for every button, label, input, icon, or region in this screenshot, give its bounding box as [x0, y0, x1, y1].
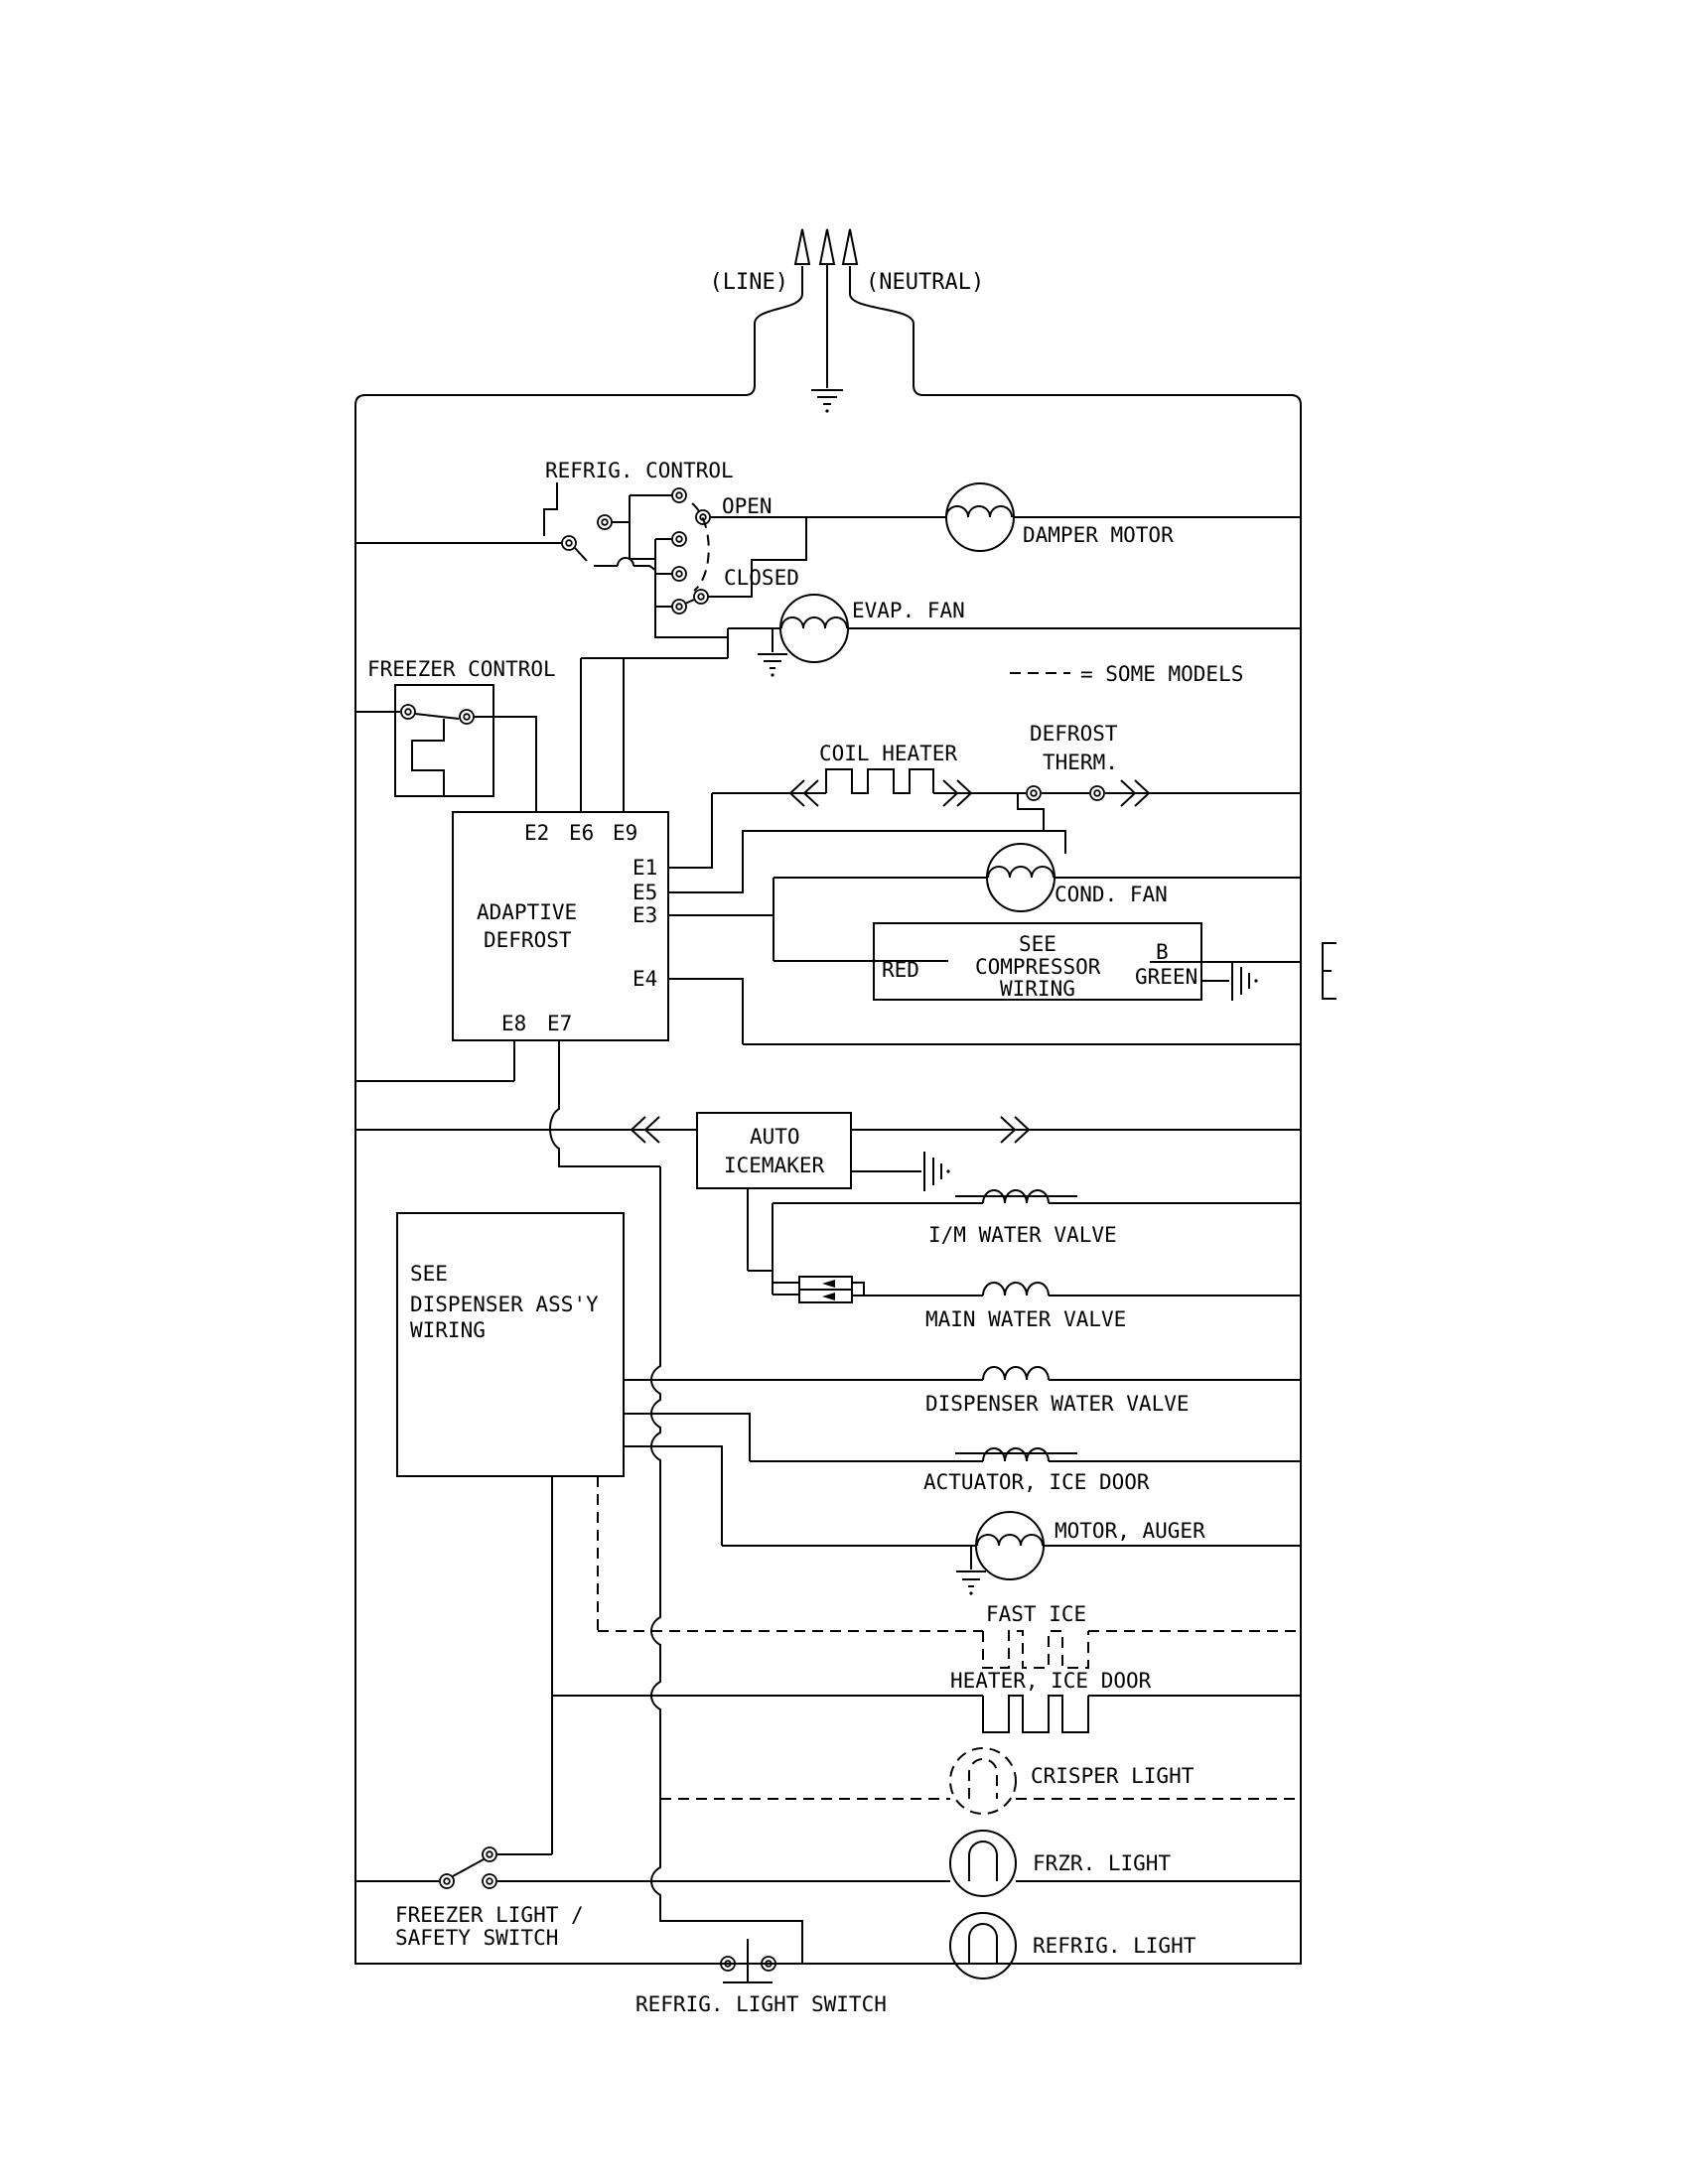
motor-icon — [987, 844, 1055, 911]
crisper-light-label: CRISPER LIGHT — [1031, 1764, 1195, 1788]
outer-border-and-power-cord — [355, 229, 1301, 1964]
terminal-icon — [1027, 786, 1041, 800]
main-water-valve — [799, 1277, 1301, 1331]
damper-motor-label: DAMPER MOTOR — [1023, 523, 1174, 547]
frzr-light — [497, 1831, 1301, 1896]
terminal-icon — [672, 600, 686, 614]
freezer-safety-switch — [355, 1847, 584, 1950]
coil-heater-label: COIL HEATER — [819, 742, 958, 765]
compressor-see-label: SEE — [1019, 932, 1056, 956]
dispenser-see-label: SEE — [410, 1262, 448, 1286]
plunger-icon — [723, 1939, 773, 1982]
earth-ground-icon — [811, 390, 843, 413]
terminal-icon — [483, 1847, 496, 1861]
pin-e5: E5 — [633, 881, 658, 904]
plug-prong-ground-icon — [820, 229, 834, 264]
actuator-ice-door-label: ACTUATOR, ICE DOOR — [923, 1470, 1150, 1494]
terminal-icon — [672, 567, 686, 581]
solenoid-coil-icon — [983, 1448, 1049, 1461]
refrig-light-label: REFRIG. LIGHT — [1033, 1934, 1196, 1958]
refrig-light-switch — [635, 1939, 887, 2016]
terminal-icon — [672, 532, 686, 546]
lamp-icon — [950, 1913, 1016, 1979]
some-models-label: = SOME MODELS — [1080, 662, 1244, 686]
damper-motor — [710, 483, 1301, 551]
neutral-label: (NEUTRAL) — [866, 270, 985, 295]
defrost-therm-label1: DEFROST — [1030, 722, 1118, 746]
adaptive-defrost-board — [355, 658, 1301, 1166]
icemaker-label2: ICEMAKER — [724, 1154, 825, 1177]
heater-ice-door-label: HEATER, ICE DOOR — [950, 1669, 1152, 1693]
cond-fan-label: COND. FAN — [1055, 883, 1168, 906]
pin-e2: E2 — [524, 821, 550, 845]
dispenser-assy-box — [397, 1213, 624, 1854]
heater-element-icon — [826, 769, 933, 793]
freezer-safety-label2: SAFETY SWITCH — [395, 1926, 559, 1950]
plug-prong-neutral-icon — [843, 229, 857, 264]
red-wire-label: RED — [882, 958, 919, 982]
refrig-light — [950, 1913, 1196, 1979]
motor-icon — [946, 483, 1014, 551]
adaptive-label: ADAPTIVE — [477, 900, 578, 924]
switch-blade-icon — [453, 1859, 484, 1876]
dispenser-water-valve — [624, 1367, 1301, 1416]
frzr-light-label: FRZR. LIGHT — [1033, 1851, 1172, 1875]
im-water-valve — [773, 1190, 1301, 1247]
freezer-safety-label1: FREEZER LIGHT / — [395, 1903, 584, 1927]
earth-ground-icon — [956, 1571, 986, 1595]
terminal-icon — [483, 1874, 496, 1888]
heater-element-icon — [983, 1696, 1088, 1732]
coil-icon — [988, 867, 1054, 878]
switch-blade-icon — [685, 600, 694, 604]
pin-e1: E1 — [633, 856, 658, 880]
earth-ground-icon — [758, 654, 787, 677]
green-wire-label: GREEN — [1135, 965, 1198, 989]
solenoid-coil-icon — [983, 1367, 1049, 1380]
coil-icon — [946, 506, 1012, 517]
switch-blade-icon — [575, 548, 587, 561]
edge-connector-icon — [1323, 943, 1336, 999]
terminal-icon — [598, 515, 612, 529]
motor-auger — [624, 1446, 1301, 1595]
lamp-icon — [950, 1831, 1016, 1896]
terminal-closed-icon — [694, 590, 708, 604]
terminal-open-icon — [696, 510, 710, 524]
dispenser-water-valve-label: DISPENSER WATER VALVE — [925, 1392, 1190, 1416]
heater-ice-door — [552, 1669, 1301, 1732]
b-wire-label: B — [1156, 940, 1169, 964]
main-water-valve-label: MAIN WATER VALVE — [925, 1307, 1127, 1331]
evap-fan — [728, 595, 1301, 686]
crisper-light — [660, 1748, 1301, 1814]
compressor-name-label: COMPRESSOR — [975, 955, 1101, 979]
motor-icon — [780, 595, 848, 662]
fast-ice-label: FAST ICE — [986, 1602, 1087, 1626]
earth-ground-icon — [924, 1152, 950, 1191]
evap-fan-label: EVAP. FAN — [852, 599, 965, 622]
defrost-label: DEFROST — [484, 928, 572, 952]
fast-ice — [598, 1602, 1301, 1668]
cond-fan — [774, 844, 1301, 911]
coil-icon — [781, 617, 847, 628]
switch-blade-icon — [415, 714, 459, 719]
pin-e3: E3 — [633, 903, 658, 927]
freezer-control — [355, 657, 556, 812]
defrost-therm-label2: THERM. — [1043, 751, 1118, 774]
heater-element-icon — [983, 1631, 1088, 1668]
motor-icon — [976, 1512, 1044, 1579]
dispenser-name-label: DISPENSER ASS'Y — [410, 1293, 599, 1316]
solenoid-coil-icon — [983, 1283, 1049, 1296]
terminal-icon — [1090, 786, 1104, 800]
closed-label: CLOSED — [724, 566, 799, 590]
terminal-icon — [672, 488, 686, 502]
compressor-box — [774, 923, 1336, 1001]
compressor-wiring-label: WIRING — [1000, 977, 1075, 1001]
actuator-ice-door — [624, 1414, 1301, 1494]
pin-e9: E9 — [613, 821, 638, 845]
im-water-valve-label: I/M WATER VALVE — [928, 1223, 1117, 1247]
terminal-icon — [460, 710, 474, 724]
line-label: (LINE) — [709, 270, 788, 295]
refrig-control-label: REFRIG. CONTROL — [545, 459, 734, 482]
pin-e6: E6 — [569, 821, 595, 845]
dispenser-wiring-label: WIRING — [410, 1318, 486, 1342]
motor-auger-label: MOTOR, AUGER — [1055, 1519, 1205, 1543]
icemaker-label1: AUTO — [750, 1125, 800, 1149]
pin-e4: E4 — [633, 967, 658, 991]
terminal-icon — [440, 1874, 454, 1888]
refrig-light-switch-label: REFRIG. LIGHT SWITCH — [635, 1992, 887, 2016]
pin-e7: E7 — [547, 1012, 573, 1035]
lamp-icon — [950, 1748, 1016, 1814]
earth-ground-icon — [1232, 961, 1258, 1001]
coil-icon — [977, 1535, 1043, 1546]
terminal-icon — [562, 536, 576, 550]
neutral-bus — [651, 1166, 802, 1964]
open-label: OPEN — [722, 494, 773, 518]
freezer-control-label: FREEZER CONTROL — [367, 657, 556, 681]
pin-e8: E8 — [501, 1012, 527, 1035]
coil-heater-defrost-therm — [712, 722, 1301, 854]
terminal-icon — [401, 705, 415, 719]
plug-prong-line-icon — [795, 229, 809, 264]
